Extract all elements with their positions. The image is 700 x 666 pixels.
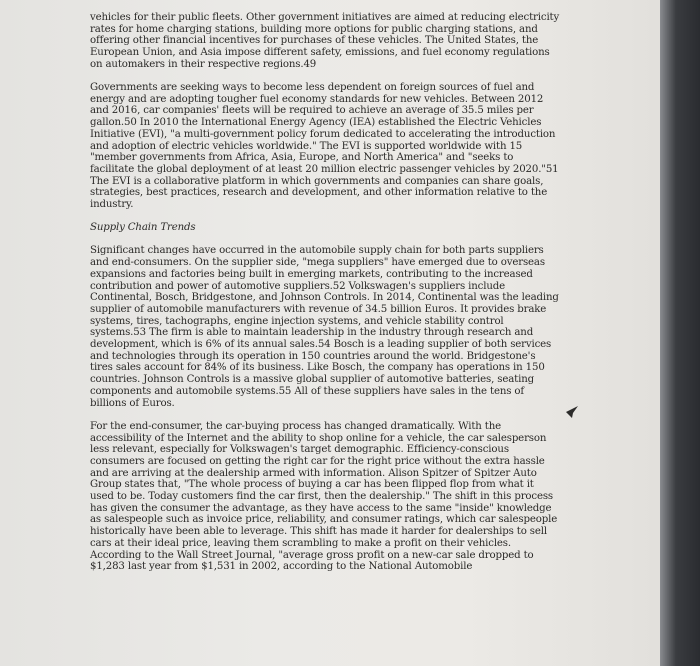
section-heading: Supply Chain Trends: [90, 222, 196, 234]
mouse-pointer-icon: [565, 405, 579, 419]
paragraph-end-consumer: For the end-consumer, the car-buying process has changed dramatically. With the accessibility of the Internet and the ability to shop online for a vehicle, the car salesperson less relevant, especially for Volkswagen's target demographic. Efficiency-conscious consumers are focused on getting the right car for the right price without the extra hassle and are arriving at the dealership armed with information. Alison Spitzer of Spitzer Auto Group states that, "The whole process of buying a car has been flipped flop from what it used to be. Today customers find the car first, then the dealership." The shift in this process has given the consumer the advantage, as they have access to the same "inside" knowledge as salespeople such as invoice price, reliability, and consumer ratings, which car salespeople historically have been able to leverage. This shift has made it harder for dealerships to sell cars at their ideal price, leaving them scrambling to make a profit on their vehicles. According to the Wall Street Journal, "average gross profit on a new-car sale dropped to $1,283 last year from $1,531 in 2002, according to the National Automobile: [90, 420, 558, 573]
paragraph-fuel-economy: Governments are seeking ways to become less dependent on foreign sources of fuel and energy and are adopting tougher fuel economy standards for new vehicles. Between 2012 and 2016, car companies' fleets will be required to achieve an average of 35.5 miles per gallon.50 In 2010 the International Energy Agency (IEA) established the Electric Vehicles Initiative (EVI), "a multi-government policy forum dedicated to accelerating the introduction and adoption of electric vehicles worldwide." The EVI is supported worldwide with 15 "member governments from Africa, Asia, Europe, and North America" and "seeks to facilitate the global deployment of at least 20 million electric passenger vehicles by 2020."51 The EVI is a collaborative platform in which governments and companies can share goals, strategies, best practices, research and development, and other information relative to the industry.: [90, 82, 559, 211]
document-body: [90, 12, 560, 584]
paragraph-supply-chain: Significant changes have occurred in the automobile supply chain for both parts suppliers and end-consumers. On the supplier side, "mega suppliers" have emerged due to overseas expansions and factories being built in emerging markets, contributing to the increased contribution and power of automotive suppliers.52 Volkswagen's suppliers include Continental, Bosch, Bridgestone, and Johnson Controls. In 2014, Continental was the leading supplier of automobile manufacturers with revenue of 34.5 billion Euros. It provides brake systems, tires, tachographs, engine injection systems, and vehicle stability control systems.53 The firm is able to maintain leadership in the industry through research and development, which is 6% of its annual sales.54 Bosch is a leading supplier of both services and technologies through its operation in 150 countries around the world. Bridgestone's tires sales account for 84% of its business. Like Bosch, the company has operations in 150 countries. Johnson Controls is a massive global supplier of automotive batteries, seating components and automobile systems.55 All of these suppliers have sales in the tens of billions of Euros.: [90, 245, 559, 409]
photo-background-edge: [660, 0, 700, 666]
paragraph-regulations: vehicles for their public fleets. Other government initiatives are aimed at reducing electricity rates for home charging stations, building more options for public charging stations, and offering other financial incentives for purchases of these vehicles. The United States, the European Union, and Asia impose different safety, emissions, and fuel economy regulations on automakers in their respective regions.49: [90, 12, 560, 70]
